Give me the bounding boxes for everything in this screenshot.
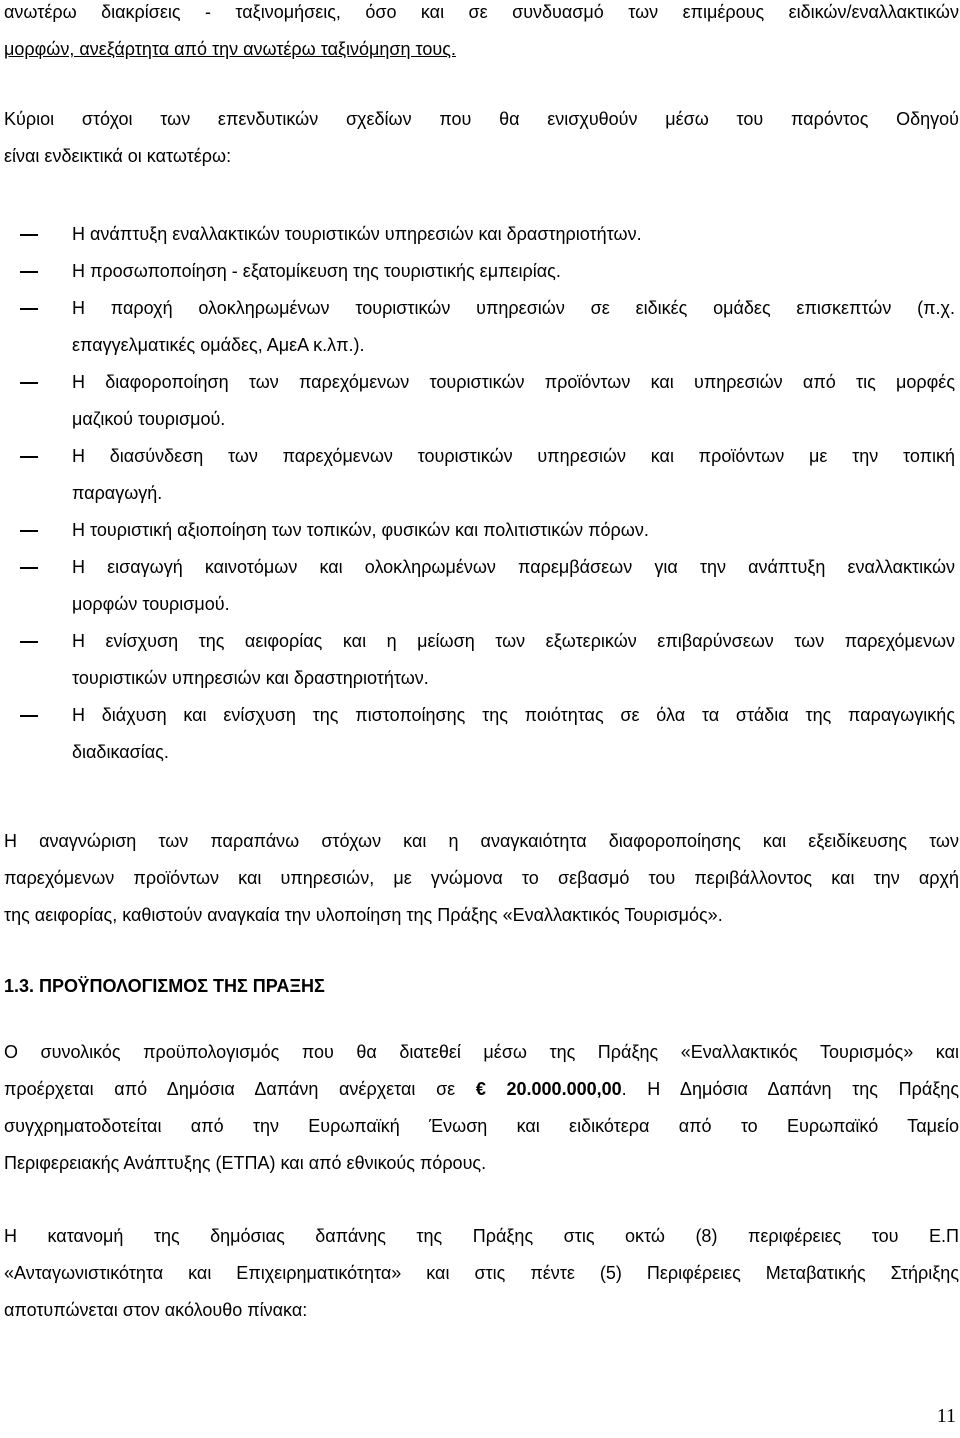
- list-item: Η διασύνδεση των παρεχόμενων τουριστικών υπηρεσιών και προϊόντων με την τοπική παραγωγή.: [0, 438, 955, 512]
- intro-paragraph: [4, 0, 959, 68]
- budget-line-4: Περιφερειακής Ανάπτυξης (ΕΤΠΑ) και από εθνικούς πόρους.: [4, 1153, 487, 1173]
- list-item: Η τουριστική αξιοποίηση των τοπικών, φυσικών και πολιτιστικών πόρων.: [0, 512, 955, 549]
- allocation-line-2: «Ανταγωνιστικότητα και Επιχειρηματικότητα» και στις πέντε (5) Περιφέρειες Μεταβατικής Στήριξης: [4, 1263, 959, 1283]
- dash-bullet-icon: [20, 530, 38, 532]
- list-item: Η παροχή ολοκληρωμένων τουριστικών υπηρεσιών σε ειδικές ομάδες επισκεπτών (π.χ. επαγγελματικές ομάδες, ΑμεΑ κ.λπ.).: [0, 290, 955, 364]
- page-number: 11: [936, 1405, 956, 1427]
- budget-amount: 20.000.000,00: [506, 1079, 622, 1099]
- recognition-line-3: της αειφορίας, καθιστούν αναγκαία την υλοποίηση της Πράξης «Εναλλακτικός Τουρισμός».: [4, 905, 723, 925]
- recognition-line-1: Η αναγνώριση των παραπάνω στόχων και η αναγκαιότητα διαφοροποίησης και εξειδίκευσης των: [4, 831, 959, 851]
- list-item: Η διάχυση και ενίσχυση της πιστοποίησης της ποιότητας σε όλα τα στάδια της παραγωγικής διαδικασίας.: [0, 697, 955, 771]
- goals-list: [0, 216, 960, 771]
- budget-line-3: συγχρηματοδοτείται από την Ευρωπαϊκή Ένωση και ειδικότερα από το Ευρωπαϊκό Ταμείο: [4, 1116, 959, 1136]
- intro-line-2: μορφών, ανεξάρτητα από την ανωτέρω ταξινόμηση τους.: [4, 39, 456, 59]
- dash-bullet-icon: [20, 567, 38, 569]
- dash-bullet-icon: [20, 641, 38, 643]
- goals-intro-line-2: είναι ενδεικτικά οι κατωτέρω:: [4, 146, 232, 166]
- dash-bullet-icon: [20, 382, 38, 384]
- dash-bullet-icon: [20, 308, 38, 310]
- goals-intro-paragraph: [4, 101, 959, 175]
- intro-line-1: ανωτέρω διακρίσεις - ταξινομήσεις, όσο και σε συνδυασμό των επιμέρους ειδικών/εναλλακτικών: [4, 2, 959, 22]
- goals-intro-line-1: Κύριοι στόχοι των επενδυτικών σχεδίων που θα ενισχυθούν μέσω του παρόντος Οδηγού: [4, 109, 959, 129]
- section-heading: 1.3. ΠΡΟΫΠΟΛΟΓΙΣΜΟΣ ΤΗΣ ΠΡΑΞΗΣ: [4, 976, 325, 996]
- dash-bullet-icon: [20, 715, 38, 717]
- list-item: Η εισαγωγή καινοτόμων και ολοκληρωμένων παρεμβάσεων για την ανάπτυξη εναλλακτικών μορφών τουρισμού.: [0, 549, 955, 623]
- list-item: Η ενίσχυση της αειφορίας και η μείωση των εξωτερικών επιβαρύνσεων των παρεχόμενων τουριστικών υπηρεσιών και δραστηριοτήτων.: [0, 623, 955, 697]
- recognition-line-2: παρεχόμενων προϊόντων και υπηρεσιών, με γνώμονα το σεβασμό του περιβάλλοντος και την αρχή: [4, 868, 959, 888]
- list-item: Η προσωποποίηση - εξατομίκευση της τουριστικής εμπειρίας.: [0, 253, 955, 290]
- euro-sign: €: [475, 1079, 486, 1099]
- dash-bullet-icon: [20, 271, 38, 273]
- list-item: Η ανάπτυξη εναλλακτικών τουριστικών υπηρεσιών και δραστηριοτήτων.: [0, 216, 955, 253]
- allocation-line-1: Η κατανομή της δημόσιας δαπάνης της Πράξης στις οκτώ (8) περιφέρειες του Ε.Π: [4, 1226, 959, 1246]
- list-item: Η διαφοροποίηση των παρεχόμενων τουριστικών προϊόντων και υπηρεσιών από τις μορφές μαζικού τουρισμού.: [0, 364, 955, 438]
- dash-bullet-icon: [20, 234, 38, 236]
- budget-line-1: Ο συνολικός προϋπολογισμός που θα διατεθεί μέσω της Πράξης «Εναλλακτικός Τουρισμός» και: [4, 1042, 959, 1062]
- allocation-line-3: αποτυπώνεται στον ακόλουθο πίνακα:: [4, 1300, 308, 1320]
- dash-bullet-icon: [20, 456, 38, 458]
- recognition-paragraph: [4, 823, 959, 934]
- allocation-paragraph: [4, 1218, 959, 1329]
- budget-paragraph: [4, 1034, 959, 1182]
- budget-line-2: προέρχεται από Δημόσια Δαπάνη ανέρχεται σε € 20.000.000,00. Η Δημόσια Δαπάνη της Πράξης: [4, 1079, 959, 1099]
